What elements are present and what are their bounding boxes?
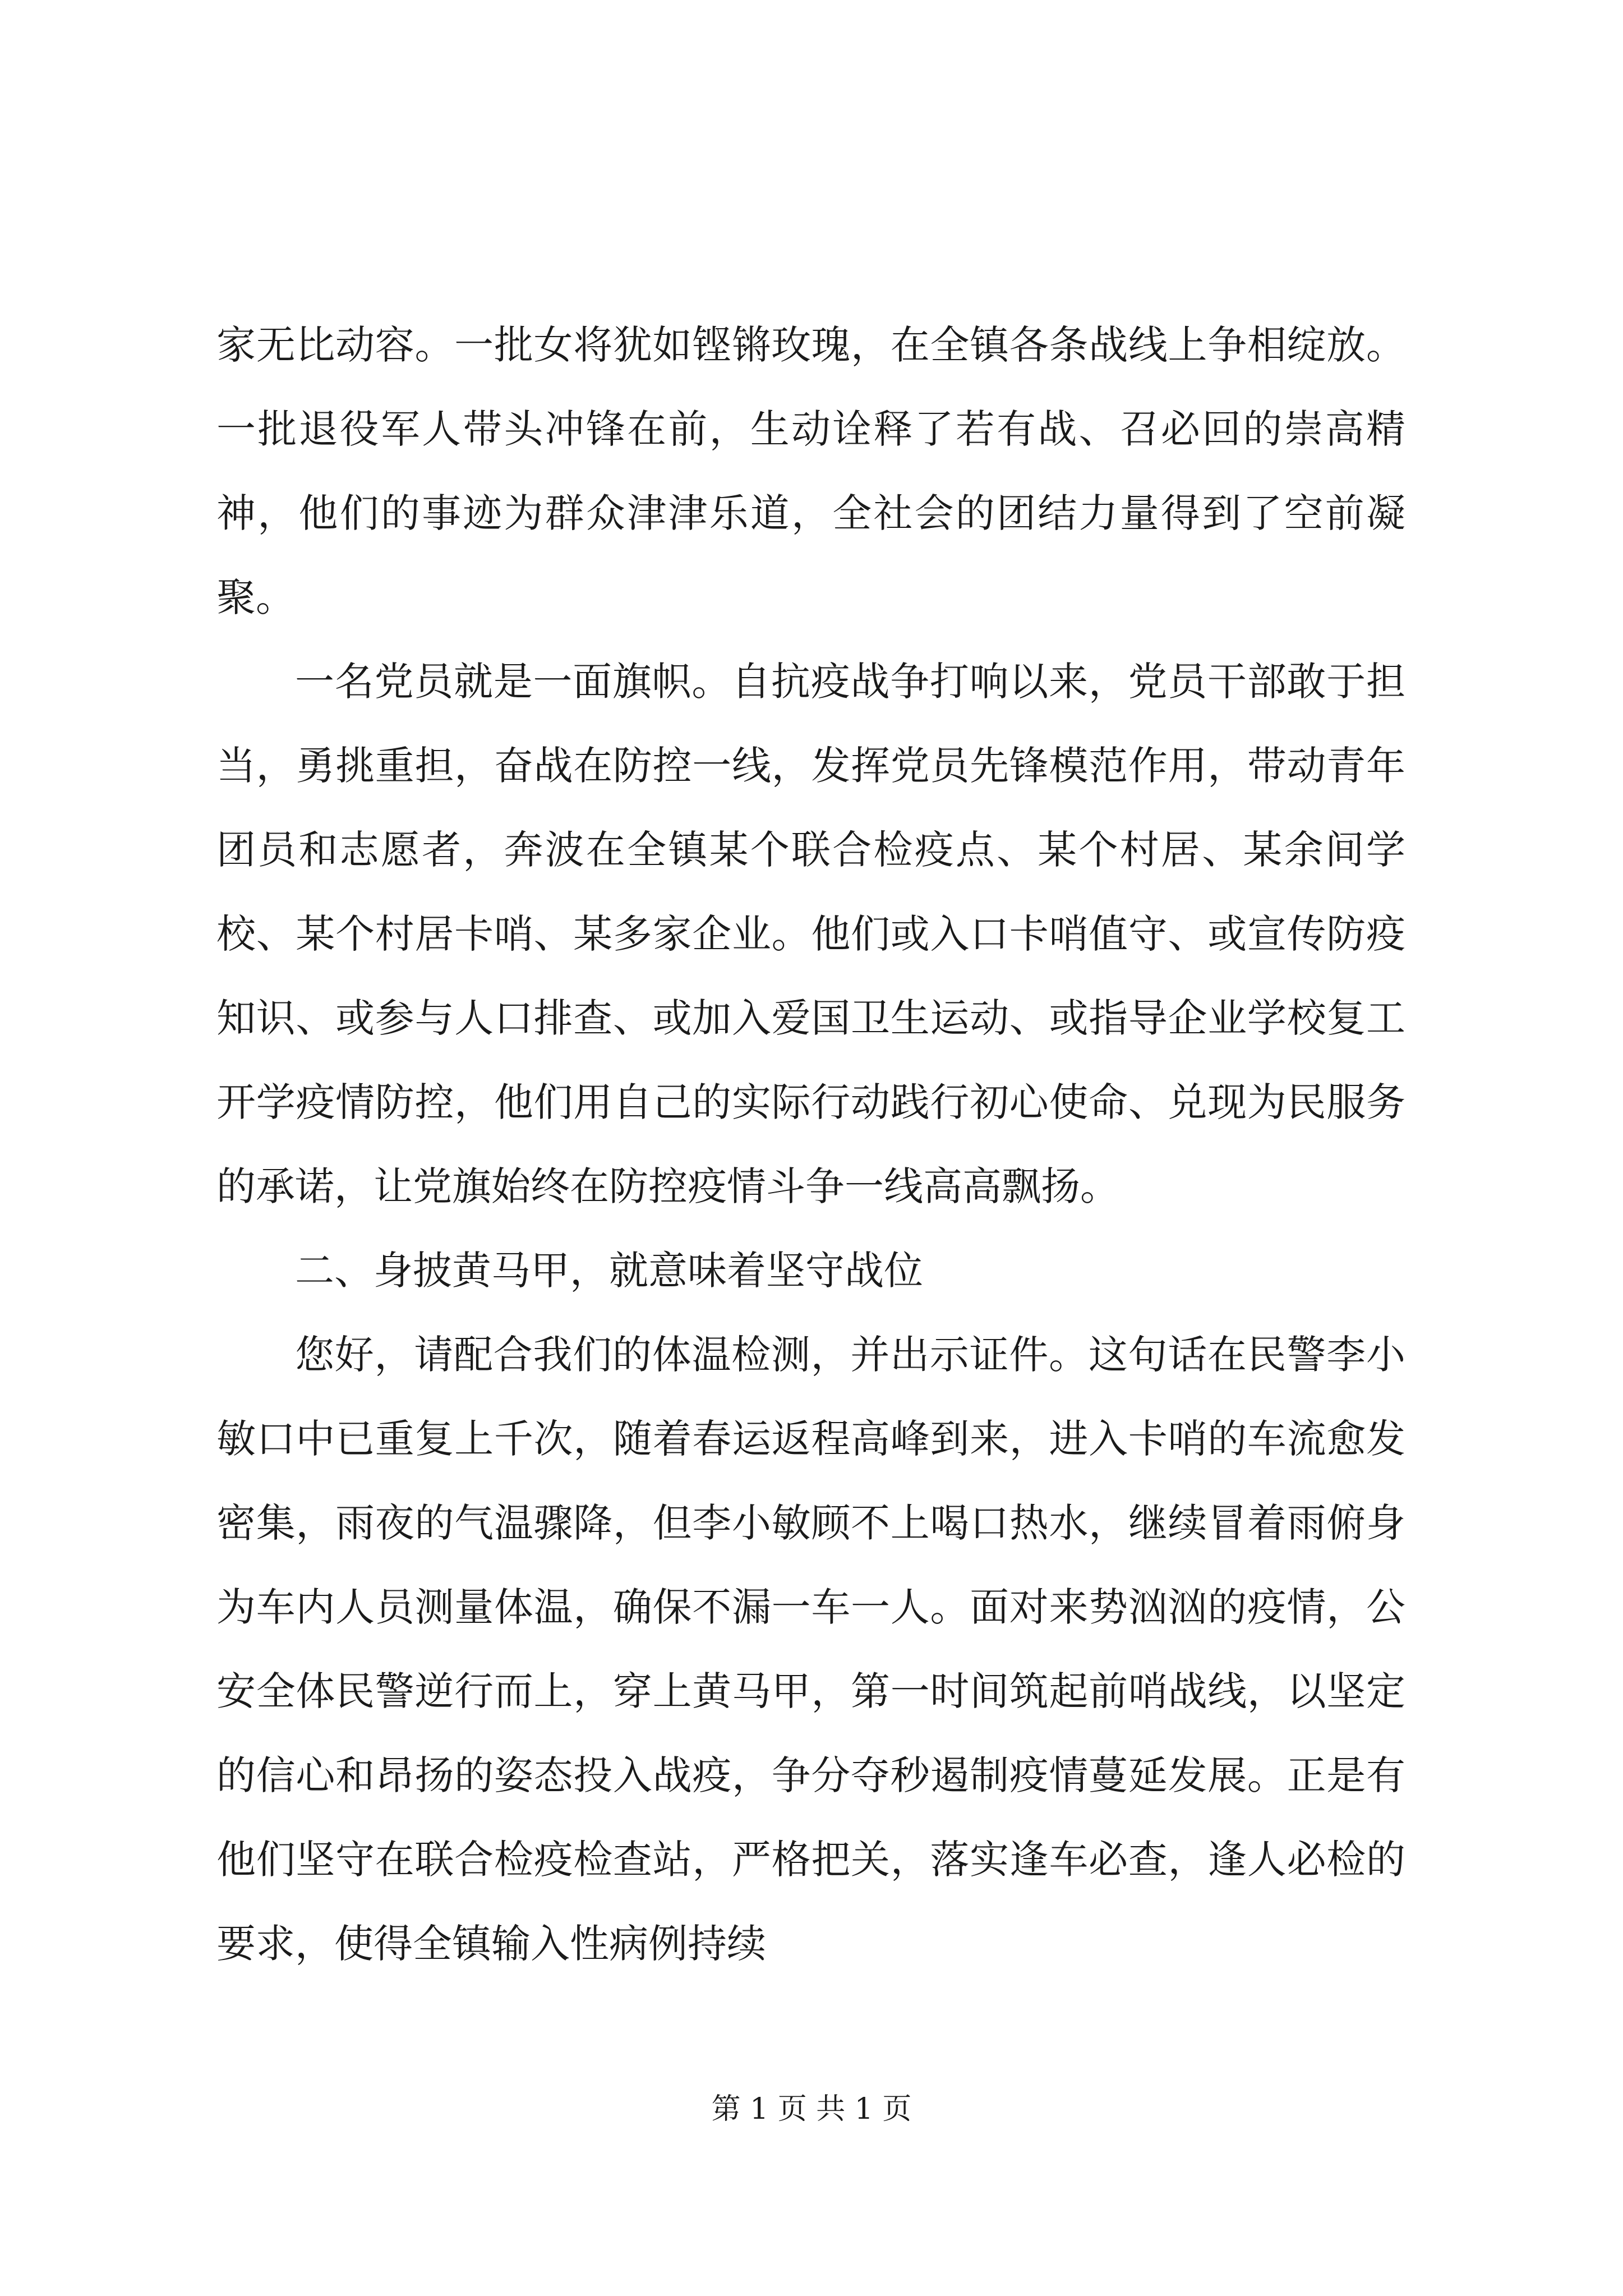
document-body (216, 303, 1405, 1986)
paragraph-police: 您好，请配合我们的体温检测，并出示证件。这句话在民警李小敏口中已重复上千次，随着春运返程高峰到来，进入卡哨的车流愈发密集，雨夜的气温骤降，但李小敏顾不上喝口热水，继续冒着雨俯身为车内人员测量体温，确保不漏一车一人。面对来势汹汹的疫情，公安全体民警逆行而上，穿上黄马甲，第一时间筑起前哨战线，以坚定的信心和昂扬的姿态投入战疫，争分夺秒遏制疫情蔓延发展。正是有他们坚守在联合检疫检查站，严格把关，落实逢车必查，逢人必检的要求，使得全镇输入性病例持续 (216, 1332, 1405, 1967)
page-footer: 第 1 页 共 1 页 (711, 2092, 912, 2126)
section-heading: 二、身披黄马甲，就意味着坚守战位 (295, 1248, 923, 1294)
paragraph-continuation: 家无比动容。一批女将犹如铿锵玫瑰，在全镇各条战线上争相绽放。一批退役军人带头冲锋在前，生动诠释了若有战、召必回的崇高精神，他们的事迹为群众津津乐道，全社会的团结力量得到了空前凝聚。 (216, 322, 1405, 620)
paragraph-party-members: 一名党员就是一面旗帜。自抗疫战争打响以来，党员干部敢于担当，勇挑重担，奋战在防控一线，发挥党员先锋模范作用，带动青年团员和志愿者，奔波在全镇某个联合检疫点、某个村居、某余间学校、某个村居卡哨、某多家企业。他们或入口卡哨值守、或宣传防疫知识、或参与人口排查、或加入爱国卫生运动、或指导企业学校复工开学疫情防控，他们用自己的实际行动践行初心使命、兑现为民服务的承诺，让党旗始终在防控疫情斗争一线高高飘扬。 (216, 659, 1405, 1209)
